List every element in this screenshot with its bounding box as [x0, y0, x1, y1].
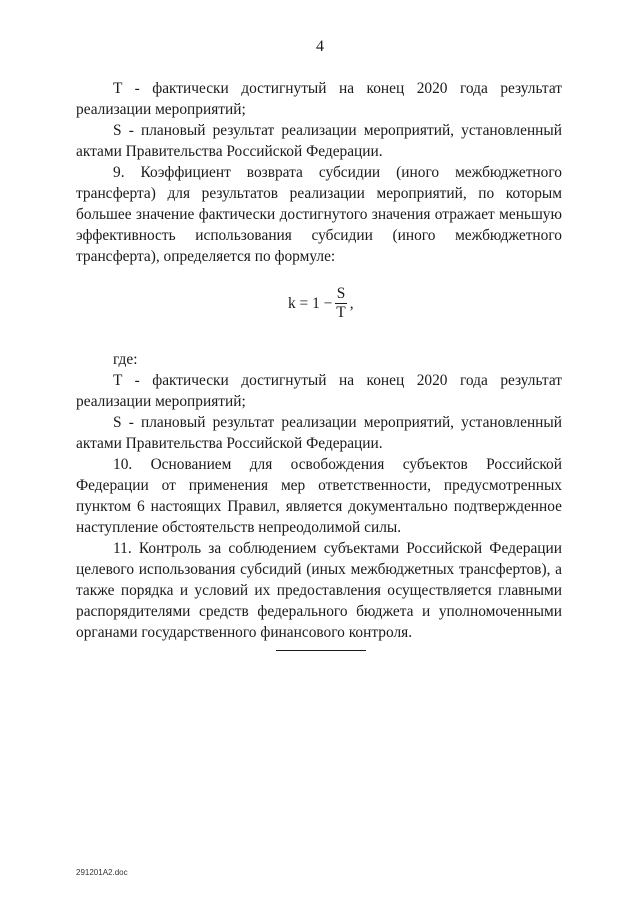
definition-t-2: T - фактически достигнутый на конец 2020 года результат реализации мероприятий;	[76, 372, 562, 410]
formula	[76, 277, 562, 337]
formula-fraction	[334, 285, 347, 322]
clause-11: 11. Контроль за соблюдением субъектами Российской Федерации целевого использования субсидий (иных межбюджетных трансфертов), а также порядка и условий их предоставления осуществляется главными распорядителями средств федерального бюджета и уполномоченными органами государственного финансового контроля.	[76, 540, 562, 641]
clause-9: 9. Коэффициент возврата субсидии (иного межбюджетного трансферта) для результатов реализации мероприятий, по которым большее значение фактически достигнутого значения отражает меньшую эффективность использования субсидии (иного межбюджетного трансферта), определяется по формуле:	[76, 164, 562, 265]
formula-denominator: T	[336, 304, 346, 321]
where-label: где:	[113, 351, 138, 368]
definition-t-1: T - фактически достигнутый на конец 2020 года результат реализации мероприятий;	[76, 80, 562, 118]
definition-s-1: S - плановый результат реализации мероприятий, установленный актами Правительства Российской Федерации.	[76, 122, 562, 160]
formula-lhs: k = 1 −	[288, 295, 333, 312]
footer-doc-code: 291201A2.doc	[76, 868, 128, 877]
definition-s-2: S - плановый результат реализации мероприятий, установленный актами Правительства Российской Федерации.	[76, 414, 562, 452]
formula-numerator: S	[336, 285, 346, 302]
formula-trailing: ,	[349, 295, 354, 312]
document-body	[76, 78, 562, 643]
end-divider	[276, 650, 366, 651]
clause-10: 10. Основанием для освобождения субъектов Российской Федерации от применения мер ответственности, предусмотренных пунктом 6 настоящих Правил, является документально подтвержденное наступление обстоятельств непреодолимой силы.	[76, 456, 562, 536]
page-number: 4	[316, 38, 324, 55]
